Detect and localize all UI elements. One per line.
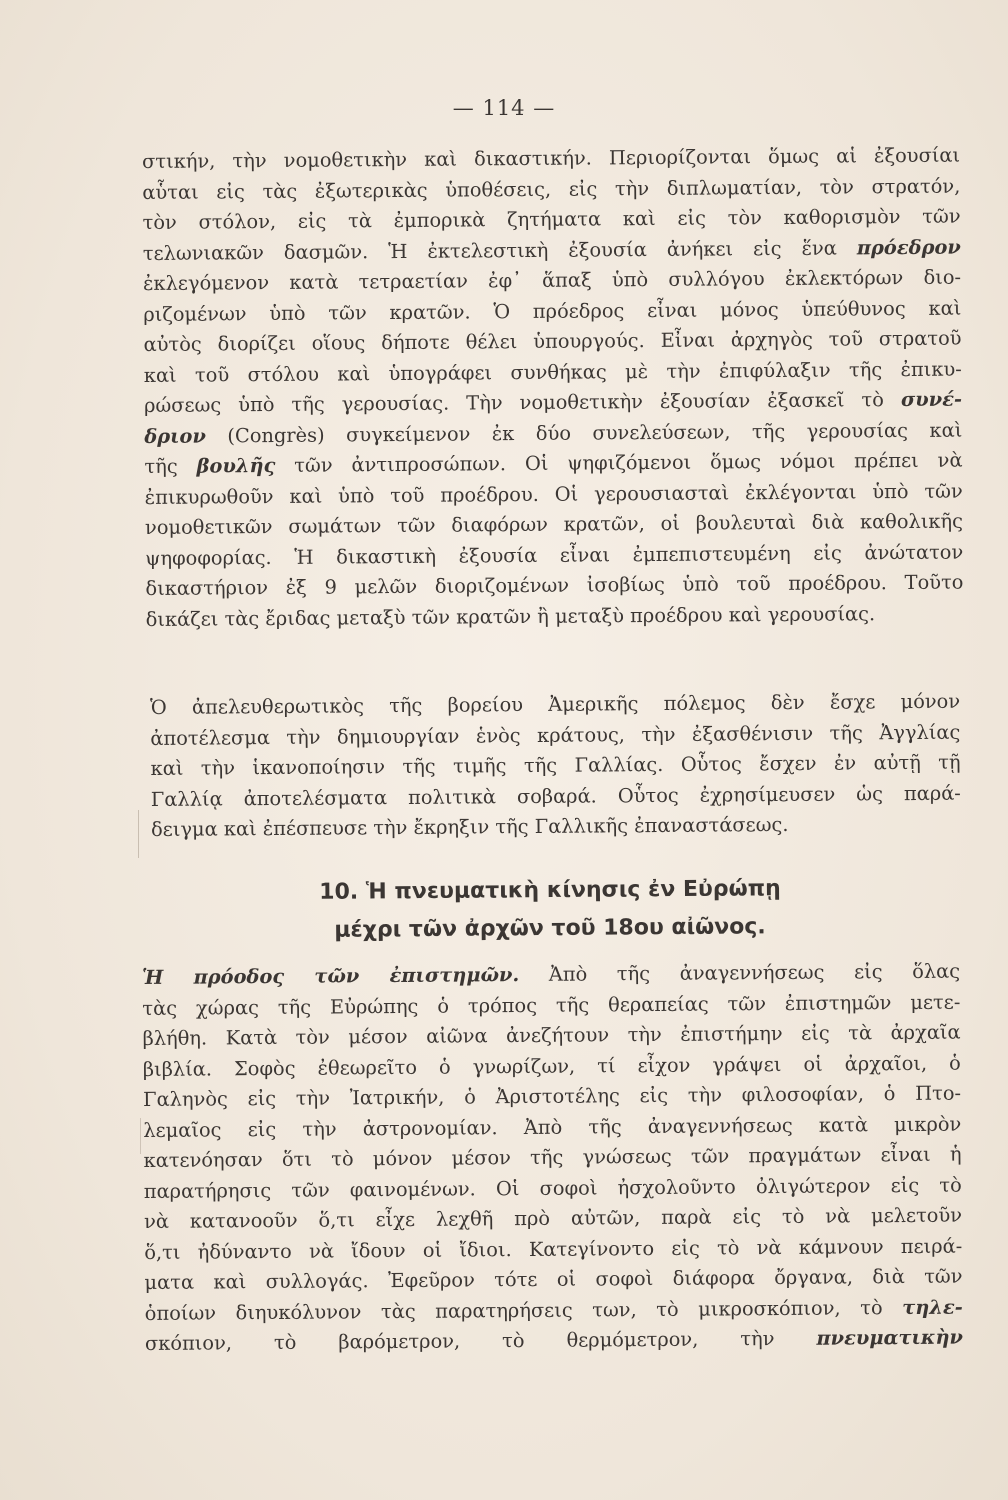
margin-pencil-mark: [140, 1118, 141, 1154]
text-line: νὰ κατανοοῦν ὅ,τι εἶχε λεχθῆ πρὸ αὐτῶν, παρὰ εἰς τὸ νὰ μελετοῦν: [143, 1203, 963, 1233]
text-line: ὁποίων διηυκόλυνον τὰς παρατηρήσεις των, τὸ μικροσκόπιον, τὸ τηλε-: [144, 1295, 963, 1325]
text-line: Γαλλίᾳ ἀποτελέσματα πολιτικὰ σοβαρά. Οὗτος ἐχρησίμευσεν ὡς παρά-: [150, 781, 961, 811]
text-line: δικαστήριον ἐξ 9 μελῶν διοριζομένων ἰσοβίως ὑπὸ τοῦ προέδρου. Τοῦτο: [145, 570, 964, 600]
text-line: καὶ τοῦ στόλου καὶ ὑπογράφει συνθήκας μὲ τὴν ἐπιφύλαξιν τῆς ἐπικυ-: [143, 357, 962, 387]
text-line: ἐκλεγόμενον κατὰ τετραετίαν ἐφ᾽ ἅπαξ ὑπὸ συλλόγου ἐκλεκτόρων διο-: [142, 265, 962, 295]
emphasized-term: βουλῆς: [196, 453, 276, 478]
paragraph-constitution: [142, 141, 964, 635]
emphasized-term: δριον: [144, 424, 206, 448]
text-line: καὶ τὴν ἱκανοποίησιν τῆς τιμῆς τῆς Γαλλίας. Οὗτος ἔσχεν ἐν αὐτῇ τῇ: [150, 750, 961, 780]
emphasized-term: πνευματικὴν: [816, 1325, 964, 1350]
text-line: δειγμα καὶ ἐπέσπευσε τὴν ἔκρηξιν τῆς Γαλλικῆς ἐπαναστάσεως.: [150, 812, 789, 841]
text-line: Ὁ ἀπελευθερωτικὸς τῆς βορείου Ἀμερικῆς πόλεμος δὲν ἔσχε μόνον: [150, 689, 961, 719]
emphasized-term: τηλε-: [902, 1295, 963, 1319]
text-line: βλήθη. Κατὰ τὸν μέσον αἰῶνα ἀνεζήτουν τὴν ἐπιστήμην εἰς τὰ ἀρχαῖα: [142, 1020, 961, 1050]
text-line: αὐτὸς διορίζει οἵους δήποτε θέλει ὑπουργούς. Εἶναι ἀρχηγὸς τοῦ στρατοῦ: [143, 326, 962, 356]
text-line: δριον (Congrès) συγκείμενον ἐκ δύο συνελεύσεων, τῆς γερουσίας καὶ: [144, 418, 963, 448]
text-line: λεμαῖος εἰς τὴν ἀστρονομίαν. Ἀπὸ τῆς ἀναγεννήσεως κατὰ μικρὸν: [143, 1112, 962, 1142]
emphasized-term: Ἡ πρόοδος τῶν ἐπιστημῶν.: [142, 963, 520, 989]
section-heading-line-2: μέχρι τῶν ἀρχῶν τοῦ 18ου αἰῶνος.: [334, 914, 766, 943]
emphasized-term: πρόεδρον: [856, 235, 961, 259]
text-line: τελωνιακῶν δασμῶν. Ἡ ἐκτελεστικὴ ἐξουσία ἀνήκει εἰς ἕνα πρόεδρον: [142, 235, 961, 265]
text-line: ματα καὶ συλλογάς. Ἐφεῦρον τότε οἱ σοφοὶ διάφορα ὄργανα, διὰ τῶν: [144, 1264, 963, 1294]
margin-pencil-mark: [138, 810, 139, 858]
text-line: τὸν στόλον, εἰς τὰ ἐμπορικὰ ζητήματα καὶ εἰς τὸν καθορισμὸν τῶν: [142, 204, 961, 234]
text-line: τὰς χώρας τῆς Εὐρώπης ὁ τρόπος τῆς θεραπείας τῶν ἐπιστημῶν μετε-: [142, 990, 961, 1020]
section-heading-line-1: 10. Ἡ πνευματικὴ κίνησις ἐν Εὐρώπῃ: [319, 876, 781, 905]
text-line: Ἡ πρόοδος τῶν ἐπιστημῶν. Ἀπὸ τῆς ἀναγεννήσεως εἰς ὅλας: [142, 959, 961, 989]
text-line: ἐπικυρωθοῦν καὶ ὑπὸ τοῦ προέδρου. Οἱ γερουσιασταὶ ἐκλέγονται ὑπὸ τῶν: [144, 479, 963, 509]
text-line: ἀποτέλεσμα τὴν δημιουργίαν ἑνὸς κράτους, τὴν ἐξασθένισιν τῆς Ἀγγλίας: [150, 720, 961, 750]
text-line: ριζομένων ὑπὸ τῶν κρατῶν. Ὁ πρόεδρος εἶναι μόνος ὑπεύθυνος καὶ: [143, 296, 962, 326]
text-line: σκόπιον, τὸ βαρόμετρον, τὸ θερμόμετρον, τὴν πνευματικὴν: [144, 1325, 964, 1355]
text-line: τῆς βουλῆς τῶν ἀντιπροσώπων. Οἱ ψηφιζόμενοι ὅμως νόμοι πρέπει νὰ: [144, 448, 963, 478]
text-line: αὗται εἰς τὰς ἐξωτερικὰς ὑποθέσεις, εἰς τὴν διπλωματίαν, τὸν στρατόν,: [142, 174, 961, 204]
page-number: — 114 —: [452, 96, 556, 120]
emphasized-term: συνέ-: [900, 387, 963, 412]
text-line: παρατήρησις τῶν φαινομένων. Οἱ σοφοὶ ἠσχολοῦντο ὀλιγώτερον εἰς τὸ: [143, 1173, 962, 1203]
paragraph-independence-war: [150, 687, 961, 846]
text-line: ψηφοφορίας. Ἡ δικαστικὴ ἐξουσία εἶναι ἐμπεπιστευμένη εἰς ἀνώτατον: [145, 540, 964, 570]
text-line: κατενόησαν ὅτι τὸ μόνον μέσον τῆς γνώσεως τῶν πραγμάτων εἶναι ἡ: [143, 1142, 962, 1172]
text-line: βιβλία. Σοφὸς ἐθεωρεῖτο ὁ γνωρίζων, τί εἶχον γράψει οἱ ἀρχαῖοι, ὁ: [142, 1051, 961, 1081]
text-line: Γαληνὸς εἰς τὴν Ἰατρικήν, ὁ Ἀριστοτέλης εἰς τὴν φιλοσοφίαν, ὁ Πτο-: [142, 1081, 962, 1111]
text-line: δικάζει τὰς ἔριδας μεταξὺ τῶν κρατῶν ἢ μεταξὺ προέδρου καὶ γερουσίας.: [145, 601, 876, 631]
text-line: ὅ,τι ἠδύναντο νὰ ἴδουν οἱ ἴδιοι. Κατεγίνοντο εἰς τὸ νὰ κάμνουν πειρά-: [144, 1234, 963, 1264]
text-line: στικήν, τὴν νομοθετικὴν καὶ δικαστικήν. Περιορίζονται ὅμως αἱ ἐξουσίαι: [142, 143, 961, 173]
text-line: ρώσεως ὑπὸ τῆς γερουσίας. Τὴν νομοθετικὴν ἐξουσίαν ἐξασκεῖ τὸ συνέ-: [143, 387, 963, 417]
paragraph-science-progress: [142, 957, 963, 1360]
text-line: νομοθετικῶν σωμάτων τῶν διαφόρων κρατῶν, οἱ βουλευταὶ διὰ καθολικῆς: [144, 509, 964, 539]
